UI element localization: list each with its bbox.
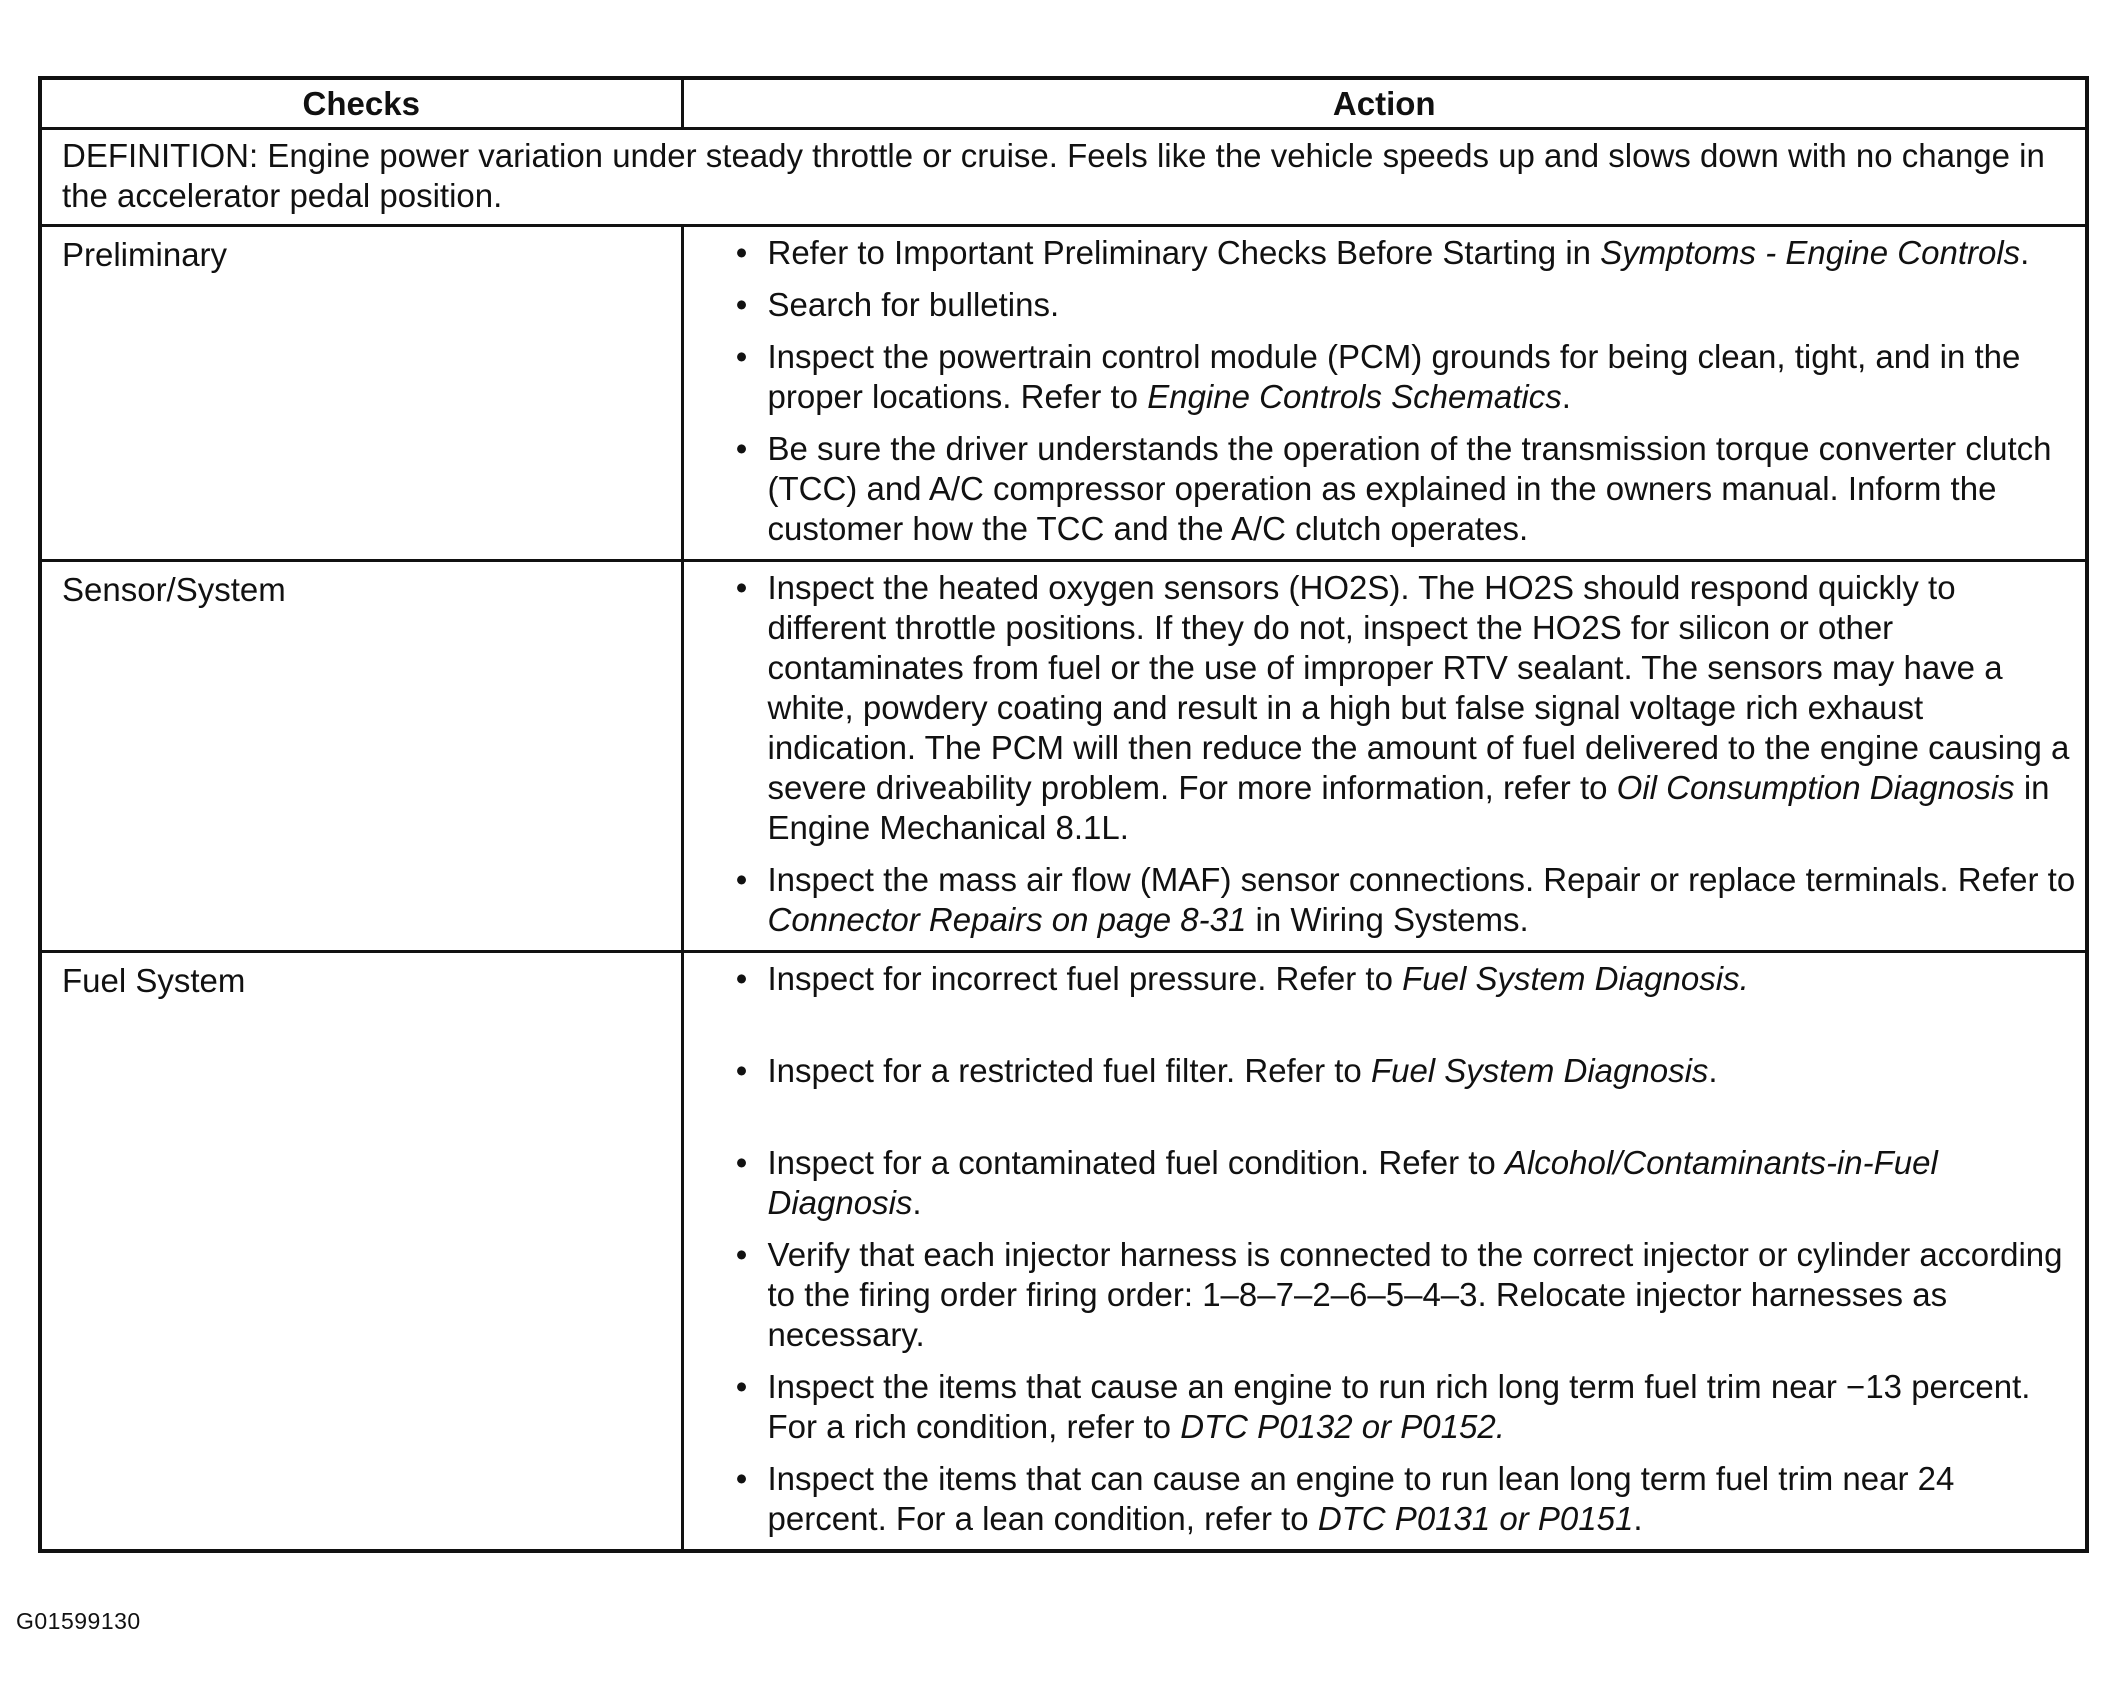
action-item	[728, 1459, 2078, 1539]
action-cell	[682, 561, 2087, 952]
action-text: Refer to Important Preliminary Checks Before Starting in	[767, 234, 1601, 271]
action-item	[728, 1051, 2078, 1091]
bullet-icon: •	[735, 234, 748, 271]
action-reference: DTC P0132 or P0152.	[1180, 1408, 1505, 1445]
action-text: Be sure the driver understands the operation of the transmission torque converter clutch (TCC) and A/C compressor operation as explained in the owners manual. Inform the customer how the TCC and the A/C clutch operates.	[767, 430, 2052, 547]
table-row	[40, 561, 2087, 952]
action-text-after: .	[1708, 1052, 1718, 1089]
action-text: Inspect the powertrain control module (PCM) grounds for being clean, tight, and in the proper locations. Refer to	[767, 338, 2021, 415]
action-reference: Oil Consumption Diagnosis	[1616, 769, 2015, 806]
action-list	[728, 959, 2078, 1539]
bullet-icon: •	[735, 1368, 748, 1405]
action-item	[728, 337, 2078, 417]
bullet-icon: •	[735, 1052, 748, 1089]
bullet-icon: •	[735, 338, 748, 375]
action-list	[728, 233, 2078, 549]
action-cell	[682, 226, 2087, 561]
action-text: Inspect for a restricted fuel filter. Refer to	[767, 1052, 1371, 1089]
action-item	[728, 568, 2078, 848]
header-row	[40, 78, 2087, 129]
bullet-icon: •	[735, 1236, 748, 1273]
action-item	[728, 285, 2078, 325]
action-header: Action	[682, 78, 2087, 129]
bullet-icon: •	[735, 286, 748, 323]
table-row	[40, 226, 2087, 561]
check-label-fuel-system: Fuel System	[40, 952, 682, 1552]
action-reference: Alcohol/Contaminants-in-Fuel Diagnosis	[767, 1144, 1938, 1221]
action-reference: Engine Controls Schematics	[1147, 378, 1562, 415]
action-item	[728, 233, 2078, 273]
action-reference: DTC P0131 or P0151	[1317, 1500, 1634, 1537]
bullet-icon: •	[735, 1144, 748, 1181]
action-cell	[682, 952, 2087, 1552]
action-reference: Fuel System Diagnosis.	[1402, 960, 1749, 997]
action-text: Inspect the items that can cause an engine to run lean long term fuel trim near 24 percent. For a lean condition, refer to	[767, 1460, 1955, 1537]
action-text-after: .	[1561, 378, 1571, 415]
action-reference: Symptoms - Engine Controls	[1600, 234, 2021, 271]
action-text-after: .	[2020, 234, 2030, 271]
bullet-icon: •	[735, 1460, 748, 1497]
action-text: Verify that each injector harness is connected to the correct injector or cylinder according to the firing order firing order: 1–8–7–2–6–5–4–3. Relocate injector harnesses as necessary.	[767, 1236, 2063, 1353]
action-item	[728, 1235, 2078, 1355]
action-list	[728, 568, 2078, 940]
action-item	[728, 429, 2078, 549]
figure-id: G01599130	[16, 1608, 141, 1634]
action-text-after: in Engine Mechanical 8.1L.	[767, 769, 2050, 846]
action-text: Inspect the heated oxygen sensors (HO2S). The HO2S should respond quickly to different throttle positions. If they do not, inspect the HO2S for silicon or other contaminates from fuel or the use of improper RTV sealant. The sensors may have a white, powdery coating and result in a high but false signal voltage rich exhaust indication. The PCM will then reduce the amount of fuel delivered to the engine causing a severe driveability problem. For more information, refer to	[767, 569, 2070, 806]
action-text-after: in Wiring Systems.	[1246, 901, 1529, 938]
action-item	[728, 959, 2078, 999]
action-item	[728, 1143, 2078, 1223]
table-row	[40, 952, 2087, 1552]
action-text-after: .	[1633, 1500, 1643, 1537]
diagnostic-table	[38, 76, 2089, 1553]
check-label-sensor-system: Sensor/System	[40, 561, 682, 952]
definition-text: DEFINITION: Engine power variation under steady throttle or cruise. Feels like the vehicle speeds up and slows down with no change in the accelerator pedal position.	[40, 129, 2087, 226]
bullet-icon: •	[735, 861, 748, 898]
bullet-icon: •	[735, 430, 748, 467]
action-text-after: .	[912, 1184, 922, 1221]
action-text: Inspect the mass air flow (MAF) sensor connections. Repair or replace terminals. Refer to	[767, 861, 2076, 898]
action-text: Inspect the items that cause an engine to run rich long term fuel trim near −13 percent. For a rich condition, refer to	[767, 1368, 2031, 1445]
bullet-icon: •	[735, 960, 748, 997]
definition-row	[40, 129, 2087, 226]
action-text: Inspect for incorrect fuel pressure. Refer to	[767, 960, 1403, 997]
check-label-preliminary: Preliminary	[40, 226, 682, 561]
action-text: Inspect for a contaminated fuel condition. Refer to	[767, 1144, 1505, 1181]
action-item	[728, 1367, 2078, 1447]
bullet-icon: •	[735, 569, 748, 606]
action-text: Search for bulletins.	[767, 286, 1060, 323]
action-reference: Connector Repairs on page 8-31	[767, 901, 1247, 938]
action-item	[728, 860, 2078, 940]
action-reference: Fuel System Diagnosis	[1370, 1052, 1709, 1089]
checks-header: Checks	[40, 78, 682, 129]
